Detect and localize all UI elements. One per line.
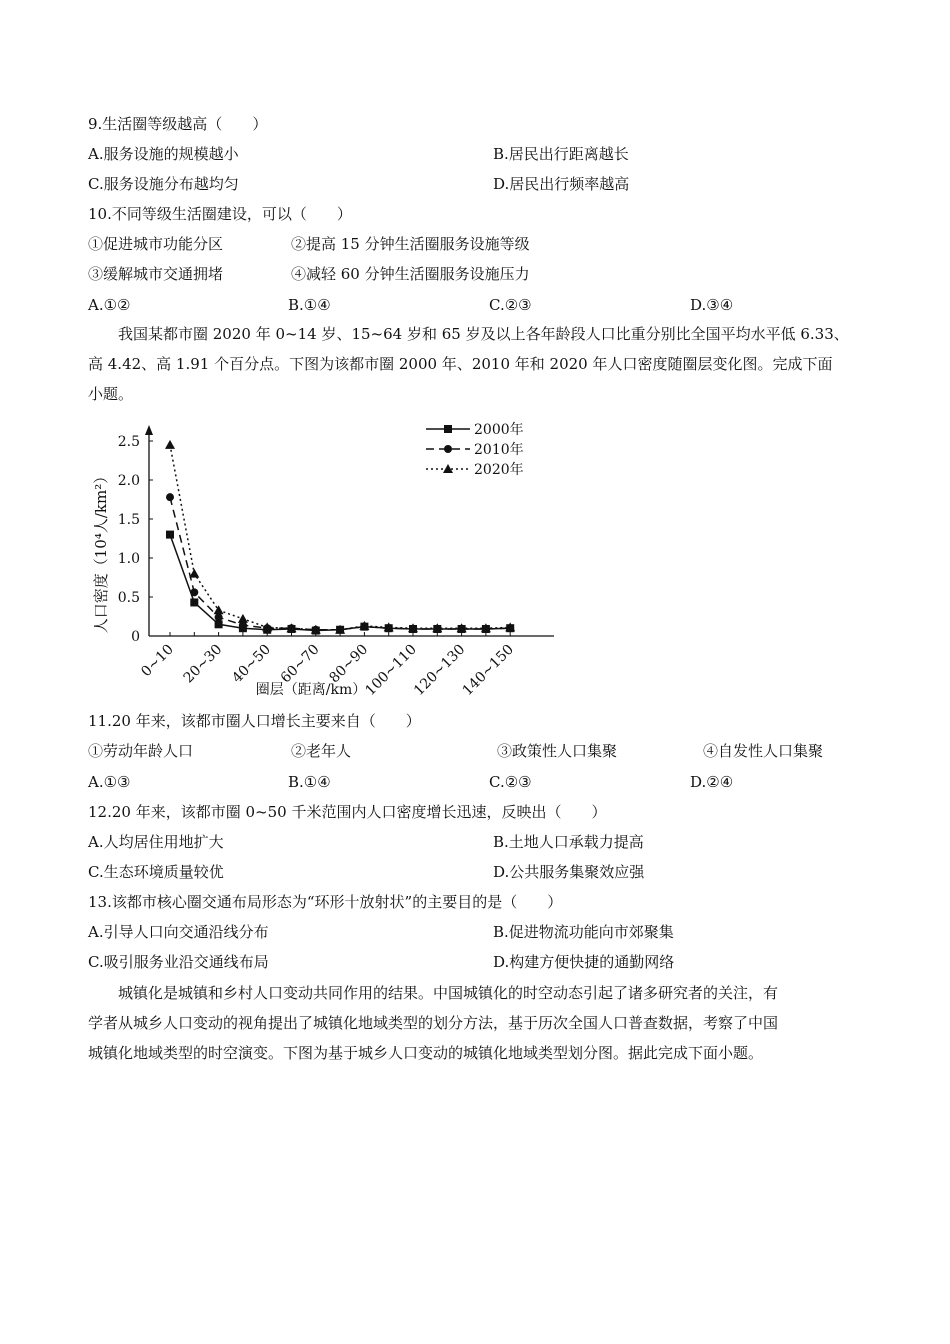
q11-option-d[interactable]: D.②④ — [690, 773, 734, 791]
x-tick-label-0-10: 0~10 — [138, 641, 177, 681]
data-point-2000 — [215, 620, 223, 628]
x-axis-title: 圈层（距离/km） — [255, 682, 367, 698]
q12-option-d[interactable]: D.公共服务集聚效应强 — [493, 863, 645, 881]
passage-2 — [88, 978, 898, 1068]
q10-stem: 10.不同等级生活圈建设，可以（ ） — [88, 205, 352, 223]
y-tick-label: 1.0 — [117, 551, 140, 567]
q11-option-b[interactable]: B.①④ — [288, 773, 331, 791]
series-line-2020 — [170, 445, 510, 630]
q9-option-c[interactable]: C.服务设施分布越均匀 — [88, 175, 239, 193]
q10-statement-1: ①促进城市功能分区 — [88, 235, 224, 253]
y-axis-title: 人口密度（10⁴人/km²） — [92, 468, 110, 634]
q10-statement-3: ③缓解城市交通拥堵 — [88, 265, 224, 283]
x-tick-label-20-30: 20~30 — [180, 641, 226, 687]
y-tick-label: 1.5 — [117, 512, 140, 528]
q13-option-a[interactable]: A.引导人口向交通沿线分布 — [88, 923, 269, 941]
passage-1-line-2: 高 4.42、高 1.91 个百分点。下图为该都市圈 2000 年、2010 年和 2020 年人口密度随圈层变化图。完成下面 — [88, 355, 833, 373]
q13-option-b[interactable]: B.促进物流功能向市郊聚集 — [493, 923, 674, 941]
x-tick-label-60-70: 60~70 — [277, 641, 323, 687]
q12-stem: 12.20 年来，该都市圈 0~50 千米范围内人口密度增长迅速，反映出（ ） — [88, 803, 607, 821]
q12-option-c[interactable]: C.生态环境质量较优 — [88, 863, 224, 881]
q11-statement-3: ③政策性人口集聚 — [497, 742, 618, 760]
y-tick-label: 2.5 — [117, 434, 140, 450]
q9-option-a[interactable]: A.服务设施的规模越小 — [88, 145, 239, 163]
q9-stem: 9.生活圈等级越高（ ） — [88, 115, 268, 133]
legend-label-2020: 2020年 — [474, 462, 524, 478]
q11-stem: 11.20 年来，该都市圈人口增长主要来自（ ） — [88, 712, 421, 730]
q13-option-c[interactable]: C.吸引服务业沿交通线布局 — [88, 953, 269, 971]
y-tick-label: 0.5 — [117, 590, 140, 606]
data-point-2020 — [238, 614, 248, 623]
q10-option-d[interactable]: D.③④ — [690, 296, 734, 314]
passage-1 — [88, 319, 898, 409]
x-tick-label-100-110: 100~110 — [362, 641, 420, 699]
q11-statement-1: ①劳动年龄人口 — [88, 742, 194, 760]
q10-statement-4: ④减轻 60 分钟生活圈服务设施压力 — [291, 265, 530, 283]
data-point-2000 — [190, 598, 198, 606]
y-tick-label: 2.0 — [117, 473, 140, 489]
data-point-2020 — [189, 569, 199, 578]
data-point-2020 — [214, 605, 224, 614]
x-tick-label-40-50: 40~50 — [229, 641, 275, 687]
q10-option-b[interactable]: B.①④ — [288, 296, 331, 314]
q10-option-a[interactable]: A.①② — [88, 296, 131, 314]
y-axis-arrow — [145, 425, 153, 435]
x-tick-label-120-130: 120~130 — [411, 641, 469, 699]
q11-statement-4: ④自发性人口集聚 — [703, 742, 824, 760]
passage-1-line-3: 小题。 — [88, 385, 134, 403]
y-tick-label: 0 — [131, 629, 140, 645]
data-point-2010 — [215, 613, 223, 621]
legend-marker-2010 — [444, 445, 452, 453]
q9-option-b[interactable]: B.居民出行距离越长 — [493, 145, 629, 163]
q9-option-d[interactable]: D.居民出行频率越高 — [493, 175, 630, 193]
legend-marker-2000 — [444, 425, 452, 433]
passage-2-line-3: 城镇化地域类型的时空演变。下图为基于城乡人口变动的城镇化地域类型划分图。据此完成下面小题。 — [88, 1044, 764, 1062]
x-tick-label-80-90: 80~90 — [326, 641, 372, 687]
data-point-2010 — [190, 588, 198, 596]
q13-stem: 13.该都市核心圈交通布局形态为“环形十放射状”的主要目的是（ ） — [88, 893, 563, 911]
passage-2-line-2: 学者从城乡人口变动的视角提出了城镇化地域类型的划分方法，基于历次全国人口普查数据，考察了中国 — [88, 1014, 779, 1032]
q11-option-c[interactable]: C.②③ — [489, 773, 532, 791]
passage-2-line-1: 城镇化是城镇和乡村人口变动共同作用的结果。中国城镇化的时空动态引起了诸多研究者的关注，有 — [118, 984, 779, 1002]
population-density-chart — [86, 413, 568, 708]
data-point-2000 — [166, 531, 174, 539]
x-tick-label-140-150: 140~150 — [459, 641, 518, 699]
data-point-2020 — [165, 440, 175, 449]
passage-1-line-1: 我国某都市圈 2020 年 0~14 岁、15~64 岁和 65 岁及以上各年龄段人口比重分别比全国平均水平低 6.33、 — [118, 325, 849, 343]
q12-option-a[interactable]: A.人均居住用地扩大 — [88, 833, 224, 851]
data-point-2010 — [166, 493, 174, 501]
q11-statement-2: ②老年人 — [291, 742, 352, 760]
q13-option-d[interactable]: D.构建方便快捷的通勤网络 — [493, 953, 675, 971]
q12-option-b[interactable]: B.土地人口承载力提高 — [493, 833, 644, 851]
q11-option-a[interactable]: A.①③ — [88, 773, 131, 791]
legend-label-2000: 2000年 — [474, 422, 524, 438]
q10-statement-2: ②提高 15 分钟生活圈服务设施等级 — [291, 235, 530, 253]
q10-option-c[interactable]: C.②③ — [489, 296, 532, 314]
legend-label-2010: 2010年 — [474, 442, 524, 458]
